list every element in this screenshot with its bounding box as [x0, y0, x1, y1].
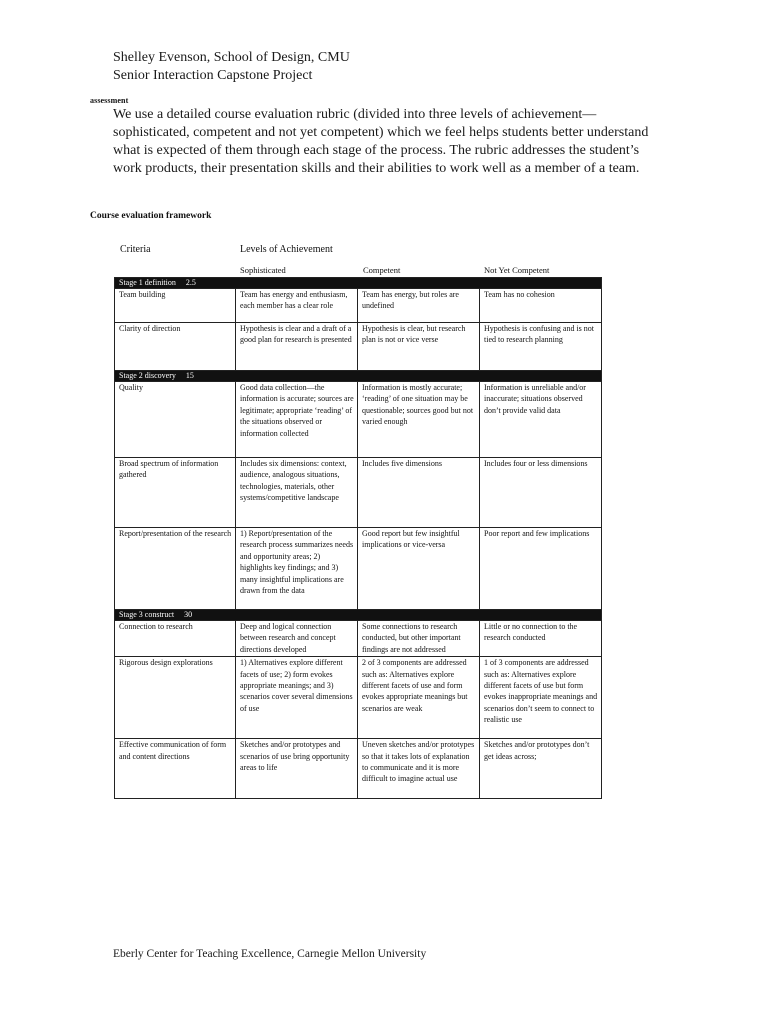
levels-heading: Levels of Achievement: [240, 244, 333, 255]
sophisticated-cell: Hypothesis is clear and a draft of a good plan for research is presented: [236, 323, 358, 371]
not-yet-cell: Hypothesis is confusing and is not tied to research planning: [480, 323, 602, 371]
sophisticated-cell: Good data collection—the information is accurate; sources are legitimate; appropriate ‘reading’ of the situations observed or information collected: [236, 382, 358, 458]
sophisticated-cell: 1) Report/presentation of the research process summarizes needs and opportunity areas; 2) highlights key findings; and 3) many insightful implications are drawn from the data: [236, 528, 358, 610]
stage-header: [115, 610, 602, 621]
not-yet-cell: Team has no cohesion: [480, 289, 602, 323]
sophisticated-cell: Sketches and/or prototypes and scenarios of use bring opportunity areas to life: [236, 739, 358, 799]
criteria-heading: Criteria: [120, 244, 151, 255]
stage-header-row: [115, 278, 602, 289]
criterion-cell: Clarity of direction: [115, 323, 236, 371]
criterion-cell: Connection to research: [115, 621, 236, 657]
criterion-cell: Rigorous design explorations: [115, 657, 236, 739]
not-yet-cell: Sketches and/or prototypes don’t get ideas across;: [480, 739, 602, 799]
stage-name: Stage 3 construct: [119, 610, 175, 619]
level-competent-heading: Competent: [363, 265, 401, 275]
competent-cell: Uneven sketches and/or prototypes so that it takes lots of explanation to communicate and it is more difficult to imagine actual use: [358, 739, 480, 799]
table-row: [115, 621, 602, 657]
sophisticated-cell: Team has energy and enthusiasm, each member has a clear role: [236, 289, 358, 323]
criterion-cell: Broad spectrum of information gathered: [115, 458, 236, 528]
stage-header: [115, 278, 602, 289]
criterion-cell: Effective communication of form and content directions: [115, 739, 236, 799]
sophisticated-cell: 1) Alternatives explore different facets of use; 2) form evokes appropriate meanings; and 3) scenarios cover several dimensions of use: [236, 657, 358, 739]
stage-score: 30: [184, 610, 193, 619]
assessment-label: assessment: [90, 96, 129, 105]
stage-name: Stage 2 discovery: [119, 371, 176, 380]
competent-cell: Team has energy, but roles are undefined: [358, 289, 480, 323]
table-row: [115, 289, 602, 323]
competent-cell: 2 of 3 components are addressed such as: Alternatives explore different facets of use and form evokes appropriate meanings but scenarios are weak: [358, 657, 480, 739]
stage-header-row: [115, 371, 602, 382]
stage-header-row: [115, 610, 602, 621]
competent-cell: Good report but few insightful implications or vice-versa: [358, 528, 480, 610]
stage-name: Stage 1 definition: [119, 278, 176, 287]
not-yet-cell: Little or no connection to the research conducted: [480, 621, 602, 657]
table-row: [115, 382, 602, 458]
competent-cell: Some connections to research conducted, but other important findings are not addressed: [358, 621, 480, 657]
intro-paragraph: We use a detailed course evaluation rubric (divided into three levels of achievement—sophisticated, competent and not yet competent) which we feel helps students better understand what is expected of them through each stage of the process. The rubric addresses the student’s work products, their presentation skills and their abilities to work well as a member of a team.: [113, 107, 649, 176]
framework-heading: Course evaluation framework: [90, 211, 212, 221]
criterion-cell: Team building: [115, 289, 236, 323]
rubric-table: [114, 277, 602, 799]
not-yet-cell: Includes four or less dimensions: [480, 458, 602, 528]
not-yet-cell: Poor report and few implications: [480, 528, 602, 610]
criterion-cell: Quality: [115, 382, 236, 458]
competent-cell: Information is mostly accurate; ‘reading’ of one situation may be questionable; sources good but not varied enough: [358, 382, 480, 458]
table-row: [115, 323, 602, 371]
table-row: [115, 528, 602, 610]
sophisticated-cell: Deep and logical connection between research and concept directions developed: [236, 621, 358, 657]
footer-credit: Eberly Center for Teaching Excellence, Carnegie Mellon University: [113, 948, 427, 960]
not-yet-cell: 1 of 3 components are addressed such as: Alternatives explore different facets of use but form evokes inappropriate meanings and scenarios don’t seem to connect to realistic use: [480, 657, 602, 739]
stage-score: 15: [185, 371, 194, 380]
table-row: [115, 657, 602, 739]
criterion-cell: Report/presentation of the research: [115, 528, 236, 610]
level-not-yet-heading: Not Yet Competent: [484, 265, 550, 275]
competent-cell: Includes five dimensions: [358, 458, 480, 528]
stage-score: 2.5: [185, 278, 196, 287]
sophisticated-cell: Includes six dimensions: context, audience, analogous situations, technologies, materials, other systems/competitive landscape: [236, 458, 358, 528]
table-row: [115, 458, 602, 528]
level-sophisticated-heading: Sophisticated: [240, 265, 286, 275]
not-yet-cell: Information is unreliable and/or inaccurate; situations observed don’t provide valid data: [480, 382, 602, 458]
table-row: [115, 739, 602, 799]
stage-header: [115, 371, 602, 382]
author-line: Shelley Evenson, School of Design, CMU: [113, 50, 350, 65]
competent-cell: Hypothesis is clear, but research plan is not or vice verse: [358, 323, 480, 371]
project-title: Senior Interaction Capstone Project: [113, 68, 313, 83]
